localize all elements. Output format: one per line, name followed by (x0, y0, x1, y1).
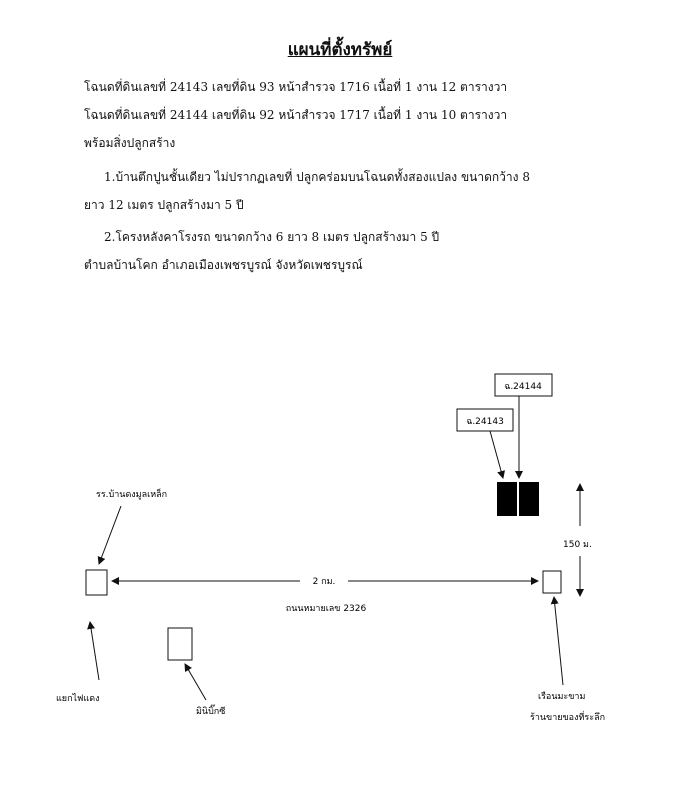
building-2-line: 2.โครงหลังคาโรงรถ ขนาดกว้าง 6 ยาว 8 เมตร ปลูกสร้างมา 5 ปี (104, 230, 440, 244)
homestay-leader (554, 597, 563, 685)
minibigc-label: มินิบิ๊กซี (196, 707, 226, 717)
homestay-label: เรือนมะขาม (538, 692, 586, 702)
intersection-leader (90, 622, 99, 680)
with-buildings-line: พร้อมสิ่งปลูกสร้าง (84, 136, 176, 150)
document-title: แผนที่ตั้งทรัพย์ (287, 40, 393, 60)
minibigc-box (168, 628, 192, 660)
location-line: ตำบลบ้านโคก อำเภอเมืองเพชรบูรณ์ จังหวัดเพชรบูรณ์ (84, 258, 363, 272)
souvenir-shop-label: ร้านขายของที่ระลึก (530, 713, 606, 723)
plot-24144 (519, 482, 539, 516)
distance-label: 2 กม. (312, 577, 336, 587)
offset-label: 150 ม. (563, 540, 592, 550)
school-leader (99, 506, 121, 564)
road-label: ถนนหมายเลข 2326 (285, 604, 367, 614)
plot-24143 (497, 482, 517, 516)
school-label: รร.บ้านดงมูลเหล็ก (96, 490, 168, 500)
deed-24143-line: โฉนดที่ดินเลขที่ 24143 เลขที่ดิน 93 หน้าสำรวจ 1716 เนื้อที่ 1 งาน 12 ตารางวา (84, 80, 508, 94)
building-1-size-line: ยาว 12 เมตร ปลูกสร้างมา 5 ปี (84, 198, 244, 212)
deed-24144-label: ฉ.24144 (504, 382, 542, 392)
intersection-label: แยกไฟแดง (56, 694, 100, 704)
deed-24143-leader (490, 431, 503, 478)
building-1-line: 1.บ้านตึกปูนชั้นเดียว ไม่ปรากฏเลขที่ ปลูกคร่อมบนโฉนดทั้งสองแปลง ขนาดกว้าง 8 (104, 170, 530, 184)
deed-24143-label: ฉ.24143 (466, 417, 504, 427)
minibigc-leader (185, 664, 206, 700)
deed-24144-line: โฉนดที่ดินเลขที่ 24144 เลขที่ดิน 92 หน้าสำรวจ 1717 เนื้อที่ 1 งาน 10 ตารางวา (84, 108, 508, 122)
intersection-box (86, 570, 107, 595)
homestay-box (543, 571, 561, 593)
